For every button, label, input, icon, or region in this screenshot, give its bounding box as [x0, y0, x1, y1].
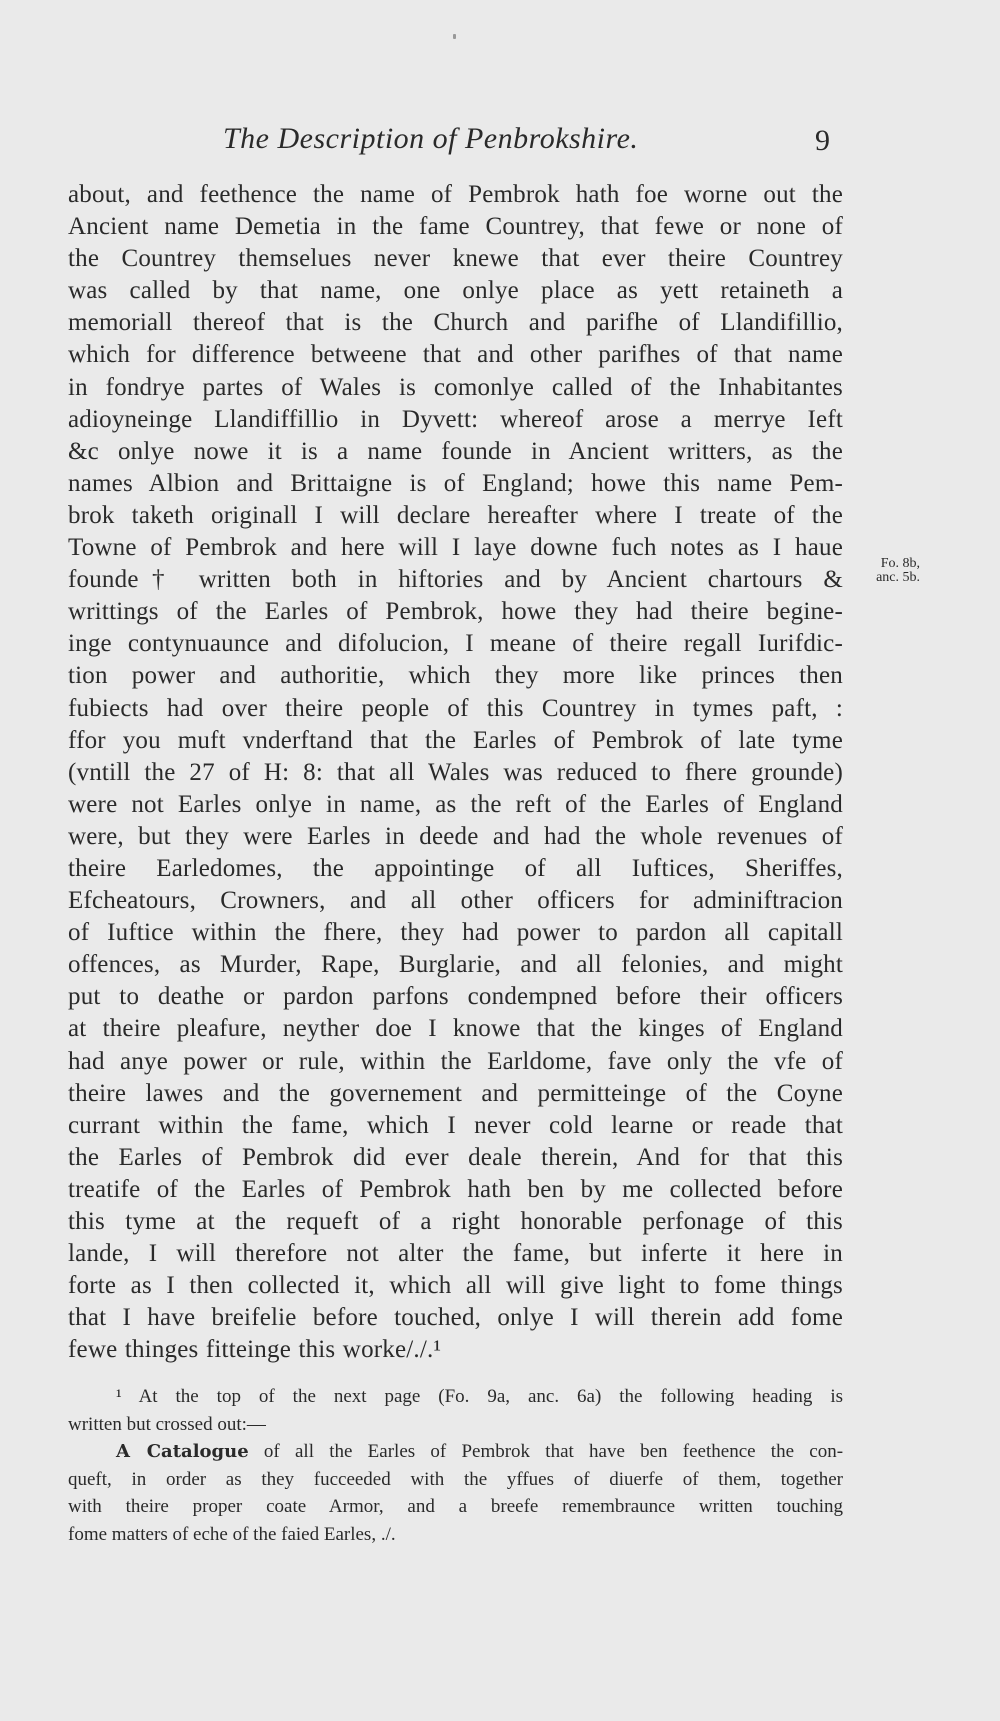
- body-line: &c onlye nowe it is a name founde in Ancient writters, as the: [68, 437, 843, 465]
- body-line: offences, as Murder, Rape, Burglarie, and all felonies, and might: [68, 951, 843, 979]
- speck-mark: [453, 34, 456, 39]
- body-line: in fondrye partes of Wales is comonlye called of the Inhabitantes: [68, 373, 843, 401]
- catalogue-heading: A Catalogue: [116, 1441, 249, 1462]
- running-title: The Description of Penbrokshire.: [223, 122, 639, 155]
- body-line: had anye power or rule, within the Earldome, fave only the vfe of: [68, 1047, 843, 1075]
- body-line: ffor you muft vnderftand that the Earles of Pembrok of late tyme: [68, 726, 843, 754]
- body-line: treatife of the Earles of Pembrok hath ben by me collected before: [68, 1175, 843, 1203]
- body-line: theire Earledomes, the appointinge of all Iuftices, Sheriffes,: [68, 854, 843, 882]
- footnote-line: ¹ At the top of the next page (Fo. 9a, anc. 6a) the following heading is: [116, 1386, 843, 1407]
- margin-note: [850, 557, 920, 585]
- body-line: this tyme at the requeft of a right honorable perfonage of this: [68, 1208, 843, 1235]
- footnote-line: written but crossed out:—: [68, 1413, 266, 1435]
- body-line: founde† written both in hiftories and by Ancient chartours &: [68, 566, 843, 594]
- footnote-line: fome matters of eche of the faied Earles, ./.: [68, 1523, 396, 1545]
- page-number: 9: [815, 124, 830, 157]
- body-line: at theire pleafure, neyther doe I knowe that the kinges of England: [68, 1015, 843, 1043]
- body-line: fubiects had over theire people of this Countrey in tymes paft, :: [68, 694, 843, 722]
- footnote-line: [68, 1438, 843, 1466]
- body-line: forte as I then collected it, which all will give light to fome things: [68, 1272, 843, 1300]
- body-line: tion power and authoritie, which they more like princes then: [68, 662, 843, 690]
- body-line: currant within the fame, which I never cold learne or reade that: [68, 1111, 843, 1139]
- footnote-line: queft, in order as they fucceeded with the yffues of diuerfe of them, together: [68, 1468, 843, 1490]
- body-line: lande, I will therefore not alter the fame, but inferte it here in: [68, 1240, 843, 1268]
- margin-note-folio: Fo. 8b,: [880, 556, 920, 571]
- body-line: Efcheatours, Crowners, and all other officers for adminiftracion: [68, 887, 843, 915]
- body-line: writtings of the Earles of Pembrok, howe they had theire begine-: [68, 598, 843, 626]
- body-line: were, but they were Earles in deede and had the whole revenues of: [68, 822, 843, 850]
- body-line: of Iuftice within the fhere, they had power to pardon all capitall: [68, 919, 843, 947]
- body-line: brok taketh originall I will declare hereafter where I treate of the: [68, 501, 843, 529]
- body-line: Towne of Pembrok and here will I laye downe fuch notes as I haue: [68, 534, 843, 562]
- body-line: inge contynuaunce and difolucion, I meane of theire regall Iurifdic-: [68, 630, 843, 658]
- body-line: theire lawes and the governement and permitteinge of the Coyne: [68, 1079, 843, 1107]
- body-line: the Earles of Pembrok did ever deale therein, And for that this: [68, 1143, 843, 1171]
- body-line: adioyneinge Llandiffillio in Dyvett: whereof arose a merrye Ieft: [68, 405, 843, 433]
- body-line: that I have breifelie before touched, onlye I will therein add fome: [68, 1304, 843, 1332]
- body-line: about, and feethence the name of Pembrok hath foe worne out the: [68, 181, 843, 208]
- body-text: [68, 179, 843, 1366]
- footnote-line: with theire proper coate Armor, and a breefe remembraunce written touching: [68, 1496, 843, 1517]
- body-line: Ancient name Demetia in the fame Countrey, that fewe or none of: [68, 213, 843, 241]
- body-line: were not Earles onlye in name, as the reft of the Earles of England: [68, 790, 843, 818]
- body-line: the Countrey themselues never knewe that ever theire Countrey: [68, 245, 843, 273]
- body-line: names Albion and Brittaigne is of England; howe this name Pem-: [68, 469, 843, 497]
- body-line: was called by that name, one onlye place as yett retaineth a: [68, 277, 843, 305]
- body-line: memoriall thereof that is the Church and parifhe of Llandifillio,: [68, 309, 843, 337]
- footnote-line-rest: of all the Earles of Pembrok that have ben feethence the con-: [263, 1441, 844, 1462]
- body-line: which for difference betweene that and other parifhes of that name: [68, 341, 843, 369]
- margin-note-ancient: anc. 5b.: [876, 570, 920, 585]
- footnotes: [68, 1383, 843, 1548]
- body-line: (vntill the 27 of H: 8: that all Wales was reduced to fhere grounde): [68, 758, 843, 786]
- body-line: put to deathe or pardon parfons condempned before their officers: [68, 983, 843, 1011]
- page-header: [0, 122, 1000, 162]
- body-line: fewe thinges fitteinge this worke/./.¹: [68, 1336, 442, 1364]
